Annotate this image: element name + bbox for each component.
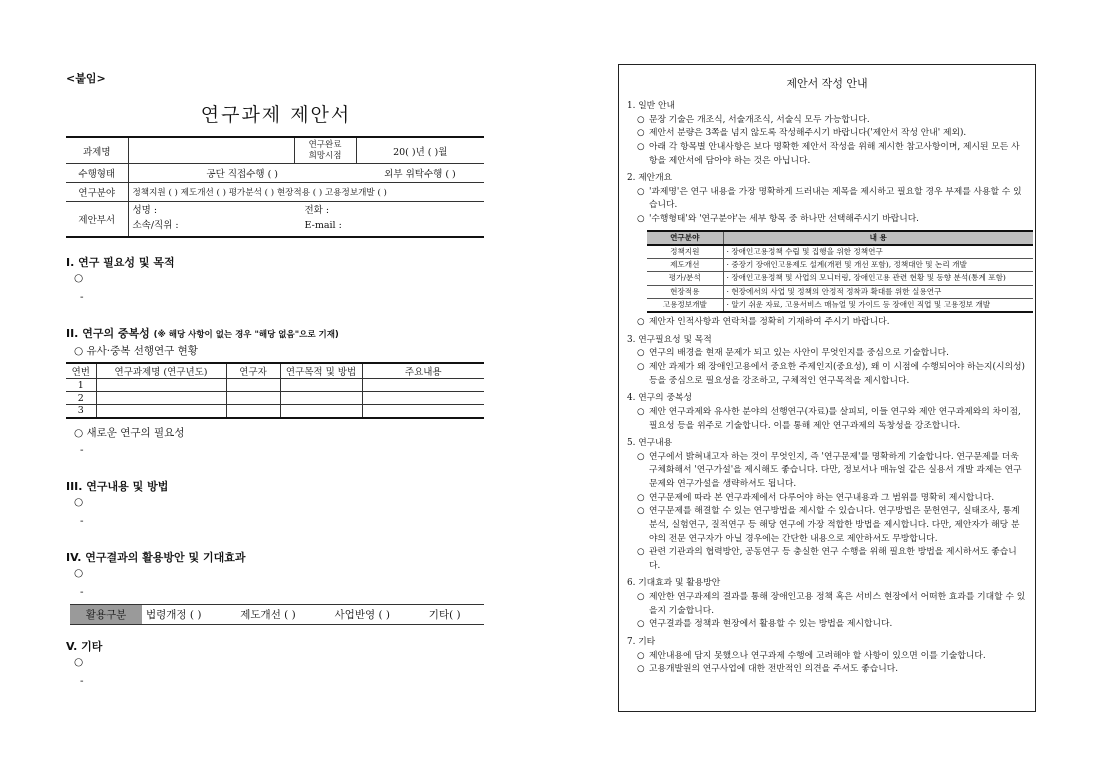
guide-item: ○ 연구결과를 정책과 현장에서 활용할 수 있는 방법을 제시합니다.: [627, 618, 1027, 632]
col-no: 연번: [66, 363, 96, 379]
writing-guide-box: [618, 64, 1036, 712]
guide-section-2-head: 2. 제안개요: [627, 173, 673, 184]
section-3-dash: -: [80, 515, 84, 527]
table-row[interactable]: [66, 405, 484, 418]
guide-section-6-head: 6. 기대효과 및 활용방안: [627, 578, 721, 589]
guide-item: ○ 제안내용에 담지 못했으나 연구과제 수행에 고려해야 할 사항이 있으면 이를 기술합니다.: [627, 650, 1027, 664]
table-cell[interactable]: [226, 405, 280, 418]
table-cell[interactable]: [226, 379, 280, 392]
guide-section-4-head: 4. 연구의 중복성: [627, 393, 692, 404]
field-desc: · 현장에서의 사업 및 정책의 안정적 정착과 확대를 위한 실용연구: [723, 285, 1033, 298]
usage-option-system[interactable]: 제도개선 ( ): [236, 605, 330, 625]
section-2-title: II. 연구의 중복성: [66, 327, 150, 340]
table-cell[interactable]: [96, 392, 226, 405]
row-number: 2: [66, 392, 96, 405]
guide-item: ○ 연구에서 밝혀내고자 하는 것이 무엇인지, 즉 '연구문제'를 명확하게 기술합니다. 연구문제를 더욱 구체화해서 '연구가설'을 제시해도 좋습니다. 다만, 정보서나 매뉴얼 같은 실용서 개발 과제는 연구문제와 연구가설을 생략하셔도 됩니다.: [627, 451, 1027, 492]
guide-item: ○ 제안 연구과제와 유사한 분야의 선행연구(자료)를 살피되, 이들 연구와 제안 연구과제와의 차이점, 필요성 등을 위주로 기술합니다. 이를 통해 제안 연구과제의 독창성을 강조합니다.: [627, 406, 1027, 433]
usage-option-project[interactable]: 사업반영 ( ): [331, 605, 425, 625]
guide-title: 제안서 작성 안내: [786, 77, 868, 90]
table-cell[interactable]: [96, 379, 226, 392]
guide-item: ○ 제안자 인적사항과 연락처를 정확히 기재하여 주시기 바랍니다.: [627, 316, 1027, 330]
guide-item: ○ 연구의 배경을 현재 문제가 되고 있는 사안이 무엇인지를 중심으로 기술합니다.: [627, 347, 1027, 361]
section-3-title: III. 연구내용 및 방법: [66, 480, 169, 493]
project-name-label: 과제명: [66, 137, 128, 164]
table-row: [647, 298, 1033, 312]
field-name: 평가/분석: [647, 272, 723, 285]
section-3-bullet: ○: [74, 496, 84, 508]
section-2-note: (※ 해당 사항이 없는 경우 "해당 없음"으로 기재): [153, 330, 339, 340]
type-label: 수행형태: [66, 164, 128, 183]
type-direct-option[interactable]: 공단 직접수행 ( ): [128, 164, 356, 183]
field-name: 정책지원: [647, 245, 723, 259]
completion-label: [294, 137, 356, 164]
cats-col-content: 내 용: [723, 231, 1033, 245]
field-label: 연구분야: [66, 183, 128, 202]
field-name: 고용정보개발: [647, 298, 723, 312]
section-2-heading: [66, 325, 339, 341]
guide-item: ○ 연구문제에 따라 본 연구과제에서 다루어야 하는 연구내용과 그 범위를 명확히 제시합니다.: [627, 492, 1027, 506]
col-method: 연구목적 및 방법: [280, 363, 362, 379]
completion-label-line2: 희망시점: [308, 150, 342, 161]
table-row[interactable]: [66, 392, 484, 405]
guide-item: ○ 연구문제를 해결할 수 있는 연구방법을 제시할 수 있습니다. 연구방법은 문헌연구, 실태조사, 통계분석, 실험연구, 질적연구 등 해당 연구에 가장 적합한 방법을 제시합니다. 다만, 제안자가 해당 분야의 전문 연구자가 아닐 경우에는 간단한 내용으로 제안하셔도 무방합니다.: [627, 505, 1027, 546]
section-1-bullet: ○: [74, 272, 84, 284]
field-desc: · 알기 쉬운 자료, 고용서비스 매뉴얼 및 가이드 등 장애인 직업 및 고용정보 개발: [723, 298, 1033, 312]
table-cell[interactable]: [362, 379, 484, 392]
table-cell[interactable]: [226, 392, 280, 405]
name-label[interactable]: 성명 :: [132, 205, 158, 217]
guide-section-1-head: 1. 일반 안내: [627, 101, 675, 112]
table-cell[interactable]: [96, 405, 226, 418]
table-row: [647, 272, 1033, 285]
table-row: [647, 259, 1033, 272]
table-row: [647, 245, 1033, 259]
table-cell[interactable]: [280, 392, 362, 405]
prior-research-table: [66, 362, 484, 419]
proposal-info-table: [66, 136, 484, 238]
row-number: 1: [66, 379, 96, 392]
section-1-dash: -: [80, 291, 84, 303]
guide-item: ○ '수행형태'와 '연구분야'는 세부 항목 중 하나만 선택해주시기 바랍니다.: [627, 213, 1027, 227]
section-5-dash: -: [80, 675, 84, 687]
cats-col-field: 연구분야: [647, 231, 723, 245]
section-4-title: IV. 연구결과의 활용방안 및 기대효과: [66, 551, 246, 564]
dept-fields: [128, 202, 484, 237]
field-desc: · 장애인고용정책 수립 및 집행을 위한 정책연구: [723, 245, 1033, 259]
guide-item: ○ 아래 각 항목별 안내사항은 보다 명확한 제안서 작성을 위해 제시한 참고사항이며, 제시된 모든 사항을 제안서에 담아야 하는 것은 아닙니다.: [627, 141, 1027, 168]
phone-label[interactable]: 전화 :: [304, 205, 330, 217]
col-content: 주요내용: [362, 363, 484, 379]
usage-label: 활용구분: [70, 605, 142, 625]
guide-section-7-head: 7. 기타: [627, 636, 656, 647]
field-name: 현장적용: [647, 285, 723, 298]
section-5-bullet: ○: [74, 656, 84, 668]
field-desc: · 중장기 장애인고용제도 설계(개편 및 개선 포함), 정책대안 및 논리 개발: [723, 259, 1033, 272]
col-title: 연구과제명 (연구년도): [96, 363, 226, 379]
field-name: 제도개선: [647, 259, 723, 272]
guide-item: ○ 제안서 분량은 3쪽을 넘지 않도록 작성해주시기 바랍니다('제안서 작성 안내' 제외).: [627, 127, 1027, 141]
guide-item: ○ 제안 과제가 왜 장애인고용에서 중요한 주제인지(중요성), 왜 이 시점에 수행되어야 하는지(시의성) 등을 중심으로 필요성을 강조하고, 구체적인 연구목적을 제시합니다.: [627, 361, 1027, 388]
section-4-dash: -: [80, 586, 84, 598]
section-2-dash: -: [80, 444, 84, 456]
completion-field[interactable]: 20( )년 ( )월: [356, 137, 484, 164]
guide-item: ○ 문장 기술은 개조식, 서술개조식, 서술식 모두 가능합니다.: [627, 114, 1027, 128]
col-researcher: 연구자: [226, 363, 280, 379]
attachment-label: <붙임>: [66, 72, 106, 85]
research-field-table: [647, 230, 1033, 314]
guide-section-5-head: 5. 연구내용: [627, 438, 673, 449]
guide-item: ○ '과제명'은 연구 내용을 가장 명확하게 드러내는 제목을 제시하고 필요할 경우 부제를 사용할 수 있습니다.: [627, 186, 1027, 213]
type-external-option[interactable]: 외부 위탁수행 ( ): [356, 164, 484, 183]
guide-item: ○ 제안한 연구과제의 결과를 통해 장애인고용 정책 혹은 서비스 현장에서 어떠한 효과를 기대할 수 있을지 기술합니다.: [627, 591, 1027, 618]
document-title: 연구과제 제안서: [200, 104, 352, 126]
guide-item: ○ 고용개발원의 연구사업에 대한 전반적인 의견을 주셔도 좋습니다.: [627, 663, 1027, 677]
table-row[interactable]: [66, 379, 484, 392]
usage-option-other[interactable]: 기타( ): [425, 605, 484, 625]
field-desc: · 장애인고용정책 및 사업의 모니터링, 장애인고용 관련 현황 및 동향 분석(통계 포함): [723, 272, 1033, 285]
row-number: 3: [66, 405, 96, 418]
position-label[interactable]: 소속/직위 :: [132, 219, 179, 231]
section-5-title: V. 기타: [66, 640, 103, 653]
prior-research-subtitle: ○ 유사·중복 선행연구 현황: [74, 345, 198, 357]
guide-item: ○ 관련 기관과의 협력방안, 공동연구 등 충실한 연구 수행을 위해 필요한 방법을 제시하셔도 좋습니다.: [627, 546, 1027, 573]
table-cell[interactable]: [362, 392, 484, 405]
field-options[interactable]: 정책지원 ( ) 제도개선 ( ) 평가분석 ( ) 현장적용 ( ) 고용정보개발 ( ): [128, 183, 484, 202]
table-cell[interactable]: [362, 405, 484, 418]
new-research-subtitle: ○ 새로운 연구의 필요성: [74, 427, 185, 439]
table-cell[interactable]: [280, 405, 362, 418]
guide-section-3-head: 3. 연구필요성 및 목적: [627, 334, 712, 345]
usage-option-law[interactable]: 법령개정 ( ): [142, 605, 236, 625]
dept-label: 제안부서: [66, 202, 128, 237]
table-cell[interactable]: [280, 379, 362, 392]
email-label[interactable]: E-mail :: [304, 219, 342, 231]
completion-label-line1: 연구완료: [308, 140, 342, 150]
project-name-field[interactable]: [128, 137, 294, 164]
section-4-bullet: ○: [74, 567, 84, 579]
usage-table: [70, 604, 484, 625]
section-1-title: I. 연구 필요성 및 목적: [66, 256, 175, 269]
table-row: [647, 285, 1033, 298]
